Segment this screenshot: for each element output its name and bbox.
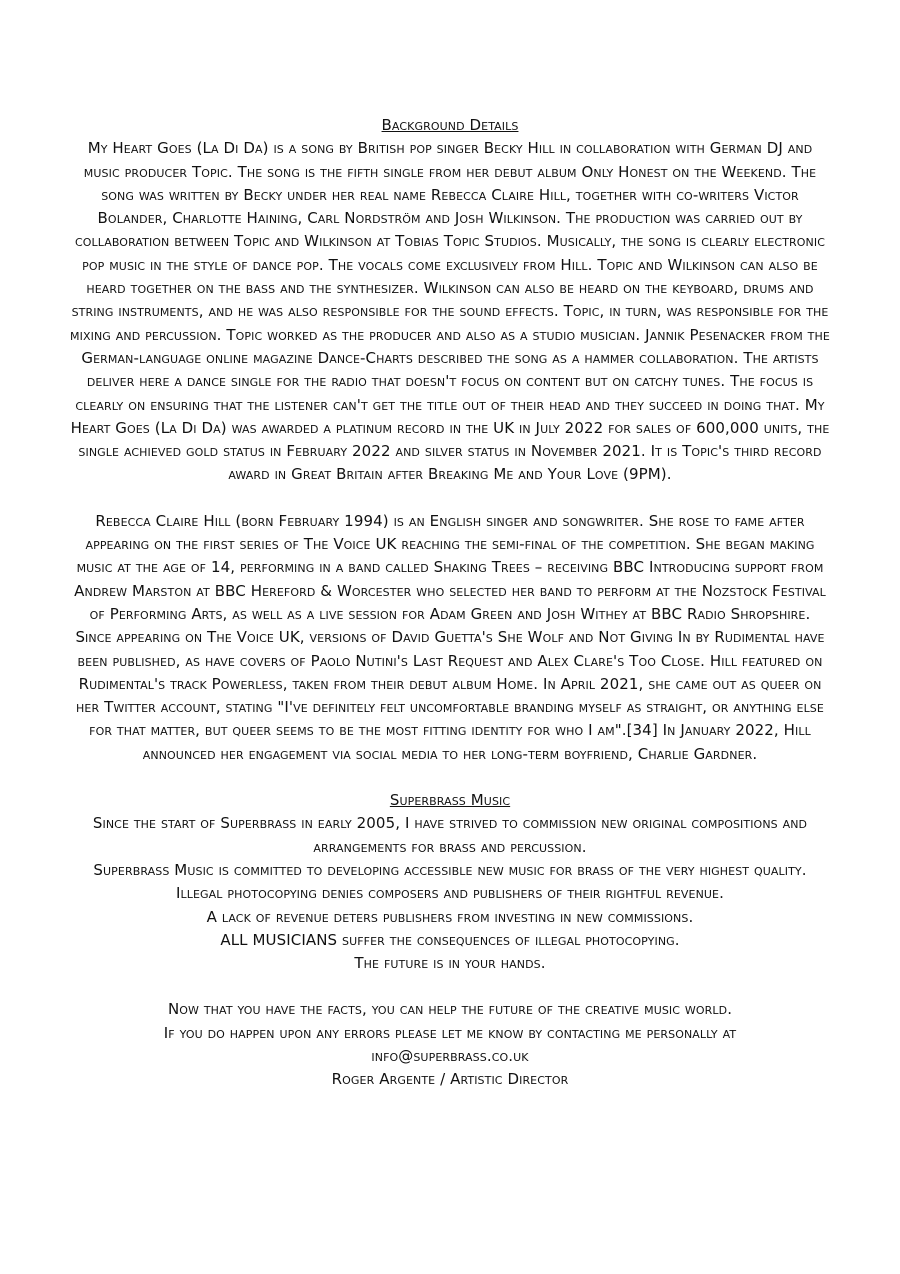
- background-paragraph-song: My Heart Goes (La Di Da) is a song by British pop singer Becky Hill in collaboration with German DJ and music producer Topic. The song is the fifth single from her debut album Only Honest on the Weekend. The song was written by Becky under her real name Rebecca Claire Hill, together with co-writers Victor Bolander, Charlotte Haining, Carl Nordström and Josh Wilkinson. The production was carried out by collaboration between Topic and Wilkinson at Tobias Topic Studios. Musically, the song is clearly electronic pop music in the style of dance pop. The vocals come exclusively from Hill. Topic and Wilkinson can also be heard together on the bass and the synthesizer. Wilkinson can also be heard on the keyboard, drums and string instruments, and he was also responsible for the sound effects. Topic, in turn, was responsible for the mixing and percussion. Topic worked as the producer and also as a studio musician. Jannik Pesenacker from the German-language online magazine Dance-Charts described the song as a hammer collaboration. The artists deliver here a dance single for the radio that doesn't focus on content but on catchy tunes. The focus is clearly on ensuring that the listener can't get the title out of their head and they succeed in doing that. My Heart Goes (La Di Da) was awarded a platinum record in the UK in July 2022 for sales of 600,000 units, the single achieved gold status in February 2022 and silver status in November 2021. It is Topic's third record award in Great Britain after Breaking Me and Your Love (9PM).: [70, 139, 830, 484]
- background-details-heading: Background Details: [381, 116, 519, 134]
- signature-line: Roger Argente / Artistic Director: [331, 1070, 569, 1089]
- closing-line: Now that you have the facts, you can help the future of the creative music world.: [167, 1000, 733, 1019]
- statement-line: Superbrass Music is committed to developing accessible new music for brass of the very highest quality.: [93, 860, 807, 879]
- closing-note: [70, 998, 830, 1091]
- statement-line: Since the start of Superbrass in early 2005, I have strived to commission new original compositions and arrangements for brass and percussion.: [92, 814, 808, 856]
- background-paragraph-artist: Rebecca Claire Hill (born February 1994) is an English singer and songwriter. She rose to fame after appearing on the first series of The Voice UK reaching the semi-final of the competition. She began making music at the age of 14, performing in a band called Shaking Trees – receiving BBC Introducing support from Andrew Marston at BBC Hereford & Worcester who selected her band to perform at the Nozstock Festival of Performing Arts, as well as a live session for Adam Green and Josh Withey at BBC Radio Shropshire. Since appearing on The Voice UK, versions of David Guetta's She Wolf and Not Giving In by Rudimental have been published, as have covers of Paolo Nutini's Last Request and Alex Clare's Too Close. Hill featured on Rudimental's track Powerless, taken from their debut album Home. In April 2021, she came out as queer on her Twitter account, stating "I've definitely felt uncomfortable branding myself as straight, or anything else for that matter, but queer seems to be the most fitting identity for who I am".[34] In January 2022, Hill announced her engagement via social media to her long-term boyfriend, Charlie Gardner.: [74, 511, 826, 763]
- superbrass-statement: [70, 812, 830, 975]
- statement-line: The future is in your hands.: [354, 954, 546, 973]
- paragraph-spacer: [70, 487, 830, 510]
- contact-email: info@superbrass.co.uk: [371, 1046, 529, 1065]
- document-body: [70, 114, 830, 1092]
- section-spacer: [70, 975, 830, 998]
- section-spacer: [70, 766, 830, 789]
- closing-line: If you do happen upon any errors please let me know by contacting me personally at: [163, 1023, 737, 1042]
- statement-line: ALL MUSICIANS suffer the consequences of illegal photocopying.: [220, 930, 680, 949]
- statement-line: Illegal photocopying denies composers and publishers of their rightful revenue.: [176, 884, 724, 903]
- statement-line: A lack of revenue deters publishers from investing in new commissions.: [206, 907, 694, 926]
- superbrass-music-heading: Superbrass Music: [389, 791, 511, 810]
